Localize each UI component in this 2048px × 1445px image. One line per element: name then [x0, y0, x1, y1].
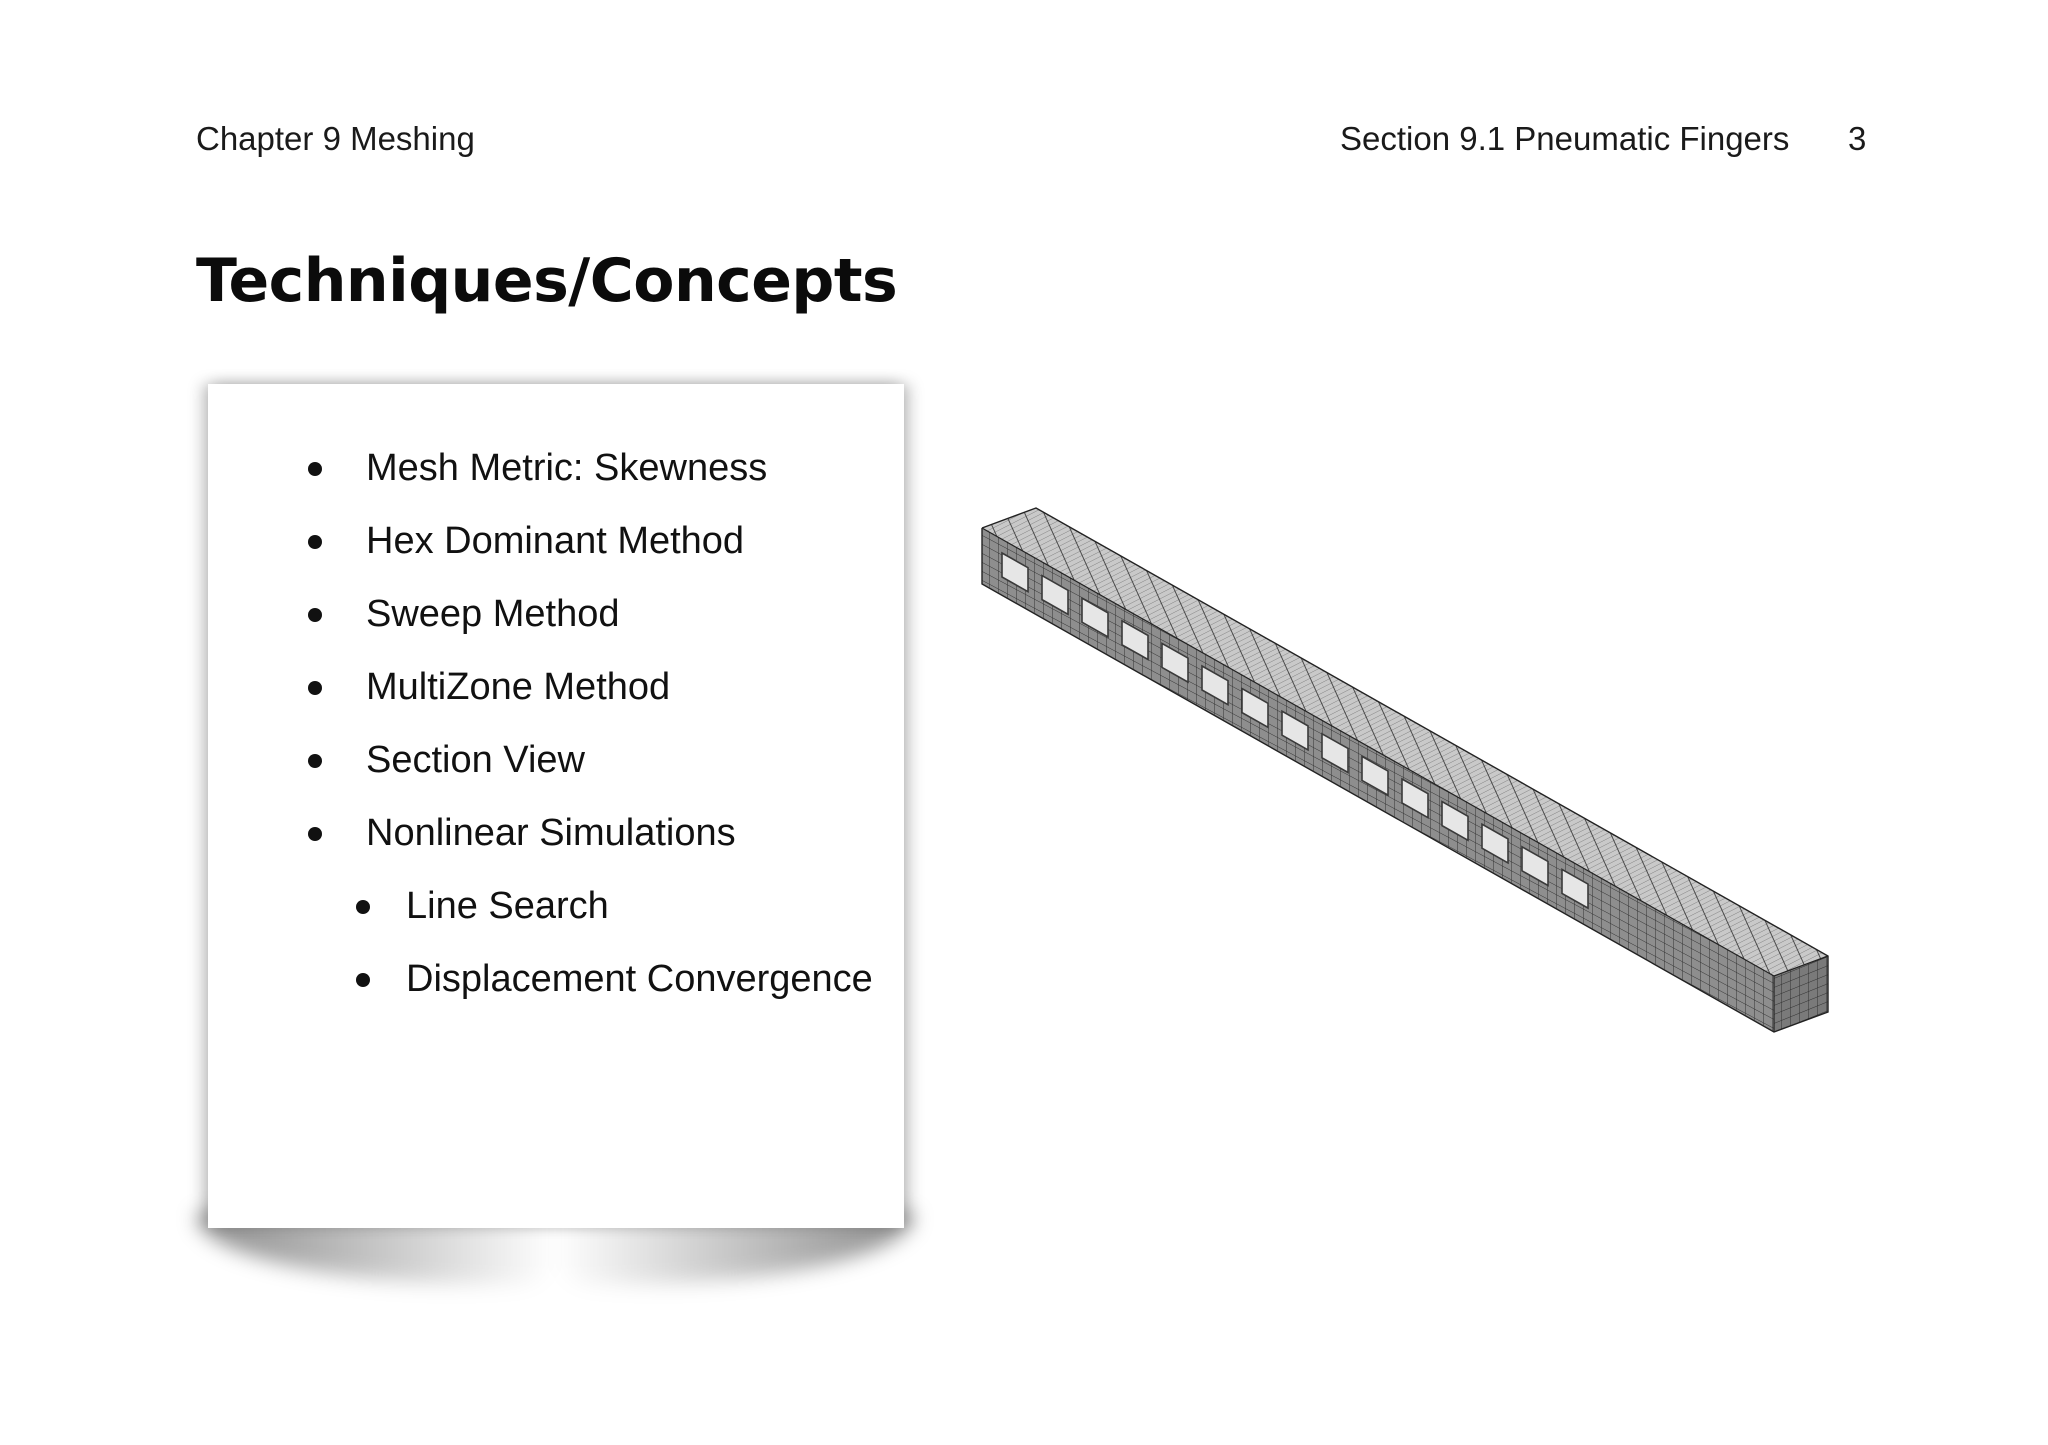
- bullet-icon: [308, 462, 322, 476]
- list-item-label: Line Search: [406, 885, 609, 927]
- list-item-label: Hex Dominant Method: [366, 520, 745, 562]
- list-item: [278, 432, 873, 505]
- concept-list: [278, 432, 873, 1016]
- concepts-card: [190, 384, 920, 1314]
- list-item-label: Sweep Method: [366, 593, 620, 635]
- card-bottom-edge: [208, 1220, 904, 1228]
- list-item-label: Nonlinear Simulations: [366, 812, 736, 854]
- list-item-label: Displacement Convergence: [406, 958, 873, 1000]
- list-item: [278, 505, 873, 578]
- list-item: [278, 651, 873, 724]
- bullet-icon: [308, 754, 322, 768]
- list-item: [278, 578, 873, 651]
- bullet-icon: [308, 681, 322, 695]
- list-item-label: Mesh Metric: Skewness: [366, 447, 768, 489]
- list-item-label: MultiZone Method: [366, 666, 671, 708]
- bullet-icon: [356, 973, 370, 987]
- list-item: [278, 724, 873, 797]
- beam-chambers: [1002, 553, 1588, 908]
- list-item: [278, 797, 873, 870]
- bullet-icon: [356, 900, 370, 914]
- bullet-icon: [308, 608, 322, 622]
- sub-list-item: [278, 943, 873, 1016]
- chapter-label: Chapter 9 Meshing: [196, 120, 475, 157]
- page-number: 3: [1848, 120, 1867, 157]
- beam-top-face: [982, 508, 1828, 976]
- list-item-label: Section View: [366, 739, 585, 781]
- bullet-icon: [308, 827, 322, 841]
- section-label: Section 9.1 Pneumatic Fingers: [1340, 120, 1790, 157]
- bullet-icon: [308, 535, 322, 549]
- page-title: Techniques/Concepts: [196, 246, 898, 316]
- card-panel: [208, 384, 904, 1224]
- meshed-beam-figure: [980, 498, 1840, 1058]
- sub-list-item: [278, 870, 873, 943]
